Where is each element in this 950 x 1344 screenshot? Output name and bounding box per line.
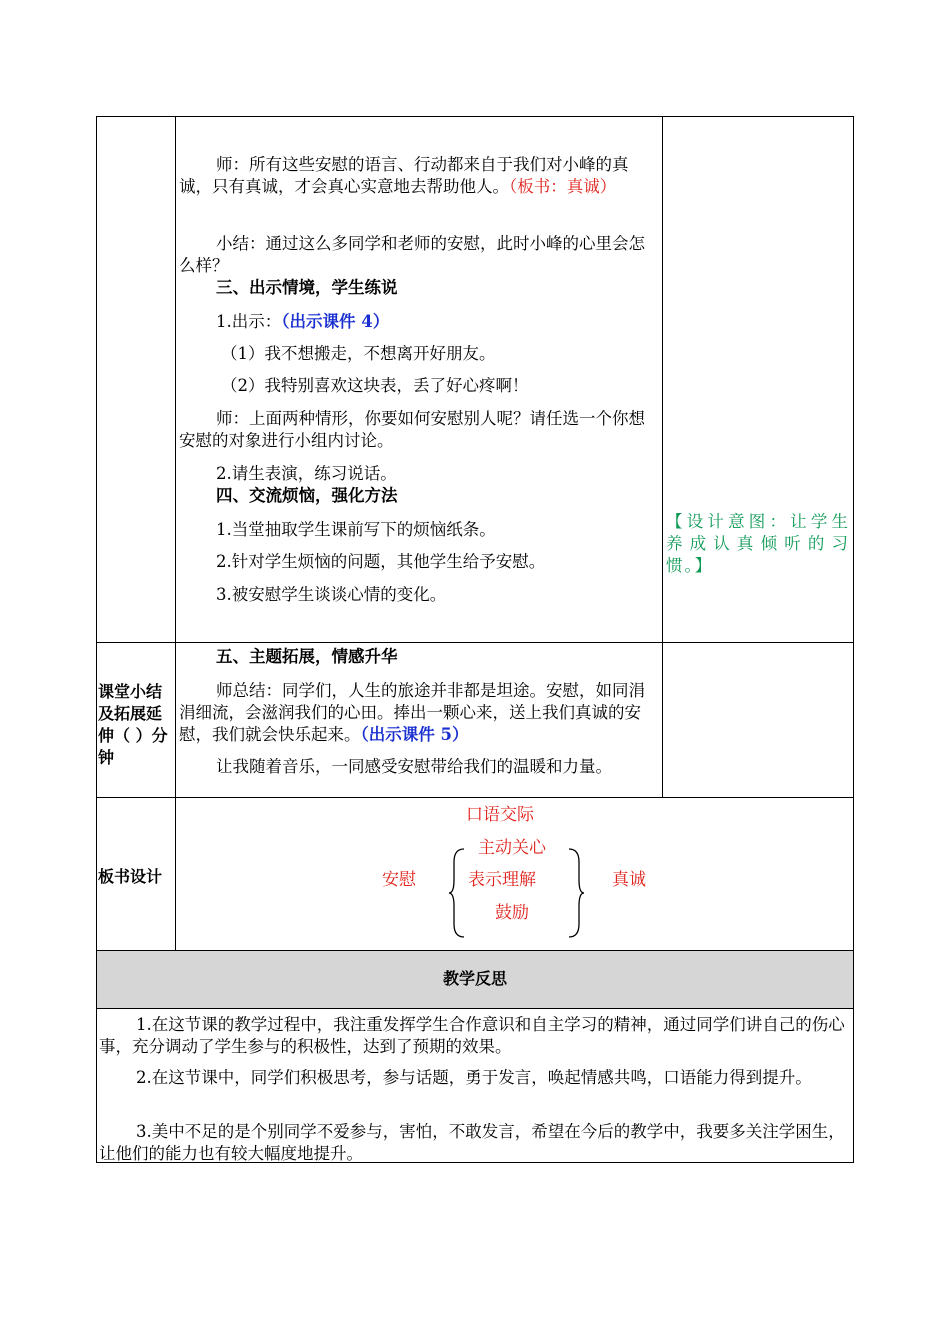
exchange-step-2: 2.针对学生烦恼的问题，其他学生给予安慰。: [216, 552, 546, 571]
reflection-item-2: 2.在这节课中，同学们积极思考，参与话题，勇于发言，唤起情感共鸣，口语能力得到提升。: [136, 1068, 812, 1087]
reflection-header: 教学反思: [442, 969, 507, 988]
section-heading-3: 三、出示情境，学生练说: [216, 278, 398, 297]
reflection-item-1: 1.在这节课的教学过程中，我注重发挥学生合作意识和自主学习的精神，通过同学们讲自己的伤心事，充分调动了学生参与的积极性，达到了预期的效果。: [99, 1015, 845, 1056]
summary-content-cell: [176, 643, 663, 797]
board-item-1: 主动关心: [478, 838, 546, 858]
step-1: 1.出示：（出示课件 4）: [216, 312, 390, 331]
summary-extension-row: [96, 642, 854, 797]
board-label-cell: [97, 798, 176, 950]
exchange-step-1: 1.当堂抽取学生课前写下的烦恼纸条。: [216, 520, 496, 539]
board-content-cell: [176, 798, 853, 950]
right-brace: [565, 846, 585, 940]
closing-paragraph: 让我随着音乐，一同感受安慰带给我们的温暖和力量。: [216, 757, 612, 776]
board-title: 口语交际: [466, 805, 534, 825]
summary-label-cell: [97, 643, 176, 797]
board-design-row: [96, 797, 854, 950]
teacher-question: 师：上面两种情形，你要如何安慰别人呢？请任选一个你想安慰的对象进行小组内讨论。: [179, 409, 645, 450]
teacher-remark: 师：所有这些安慰的语言、行动都来自于我们对小峰的真诚，只有真诚，才会真心实意地去帮助他人。（板书：真诚）: [179, 155, 629, 196]
board-label: 板书设计: [98, 867, 163, 886]
design-intent-cell: [663, 117, 853, 642]
left-brace: [448, 846, 468, 940]
board-item-2: 表示理解: [468, 870, 536, 890]
board-item-3: 鼓励: [495, 903, 529, 923]
section-heading-4: 四、交流烦恼，强化方法: [216, 486, 398, 505]
teaching-process-row: [96, 116, 854, 642]
exchange-step-3: 3.被安慰学生谈谈心情的变化。: [216, 585, 447, 604]
scenario-1: （1）我不想搬走，不想离开好朋友。: [221, 344, 496, 363]
teacher-summary: 师总结：同学们，人生的旅途并非都是坦途。安慰，如同涓涓细流，会滋润我们的心田。捧出一颗心来，送上我们真诚的安慰，我们就会快乐起来。（出示课件 5）: [179, 681, 645, 744]
reflection-row: [96, 1008, 854, 1163]
scenario-2: （2）我特别喜欢这块表，丢了好心疼啊！: [221, 376, 529, 395]
board-left: 安慰: [382, 870, 416, 890]
step-2: 2.请生表演，练习说话。: [216, 464, 397, 483]
reflection-item-3: 3.美中不足的是个别同学不爱参与，害怕，不敢发言，希望在今后的教学中，我要多关注学困生，让他们的能力也有较大幅度地提升。: [99, 1122, 845, 1163]
lesson-table: [96, 116, 854, 1163]
design-intent: 【设计意图：让学生养成认真倾听的习惯。】: [666, 512, 850, 575]
summary-paragraph: 小结：通过这么多同学和老师的安慰，此时小峰的心里会怎么样？: [179, 234, 645, 275]
process-content-cell: [176, 117, 663, 642]
reflection-header-row: [96, 950, 854, 1008]
summary-label: 课堂小结及拓展延伸（ ）分钟: [98, 682, 168, 767]
summary-side-cell: [663, 643, 853, 797]
section-heading-5: 五、主题拓展，情感升华: [216, 647, 398, 666]
row-label-cell: [97, 117, 176, 642]
board-right: 真诚: [612, 870, 646, 890]
